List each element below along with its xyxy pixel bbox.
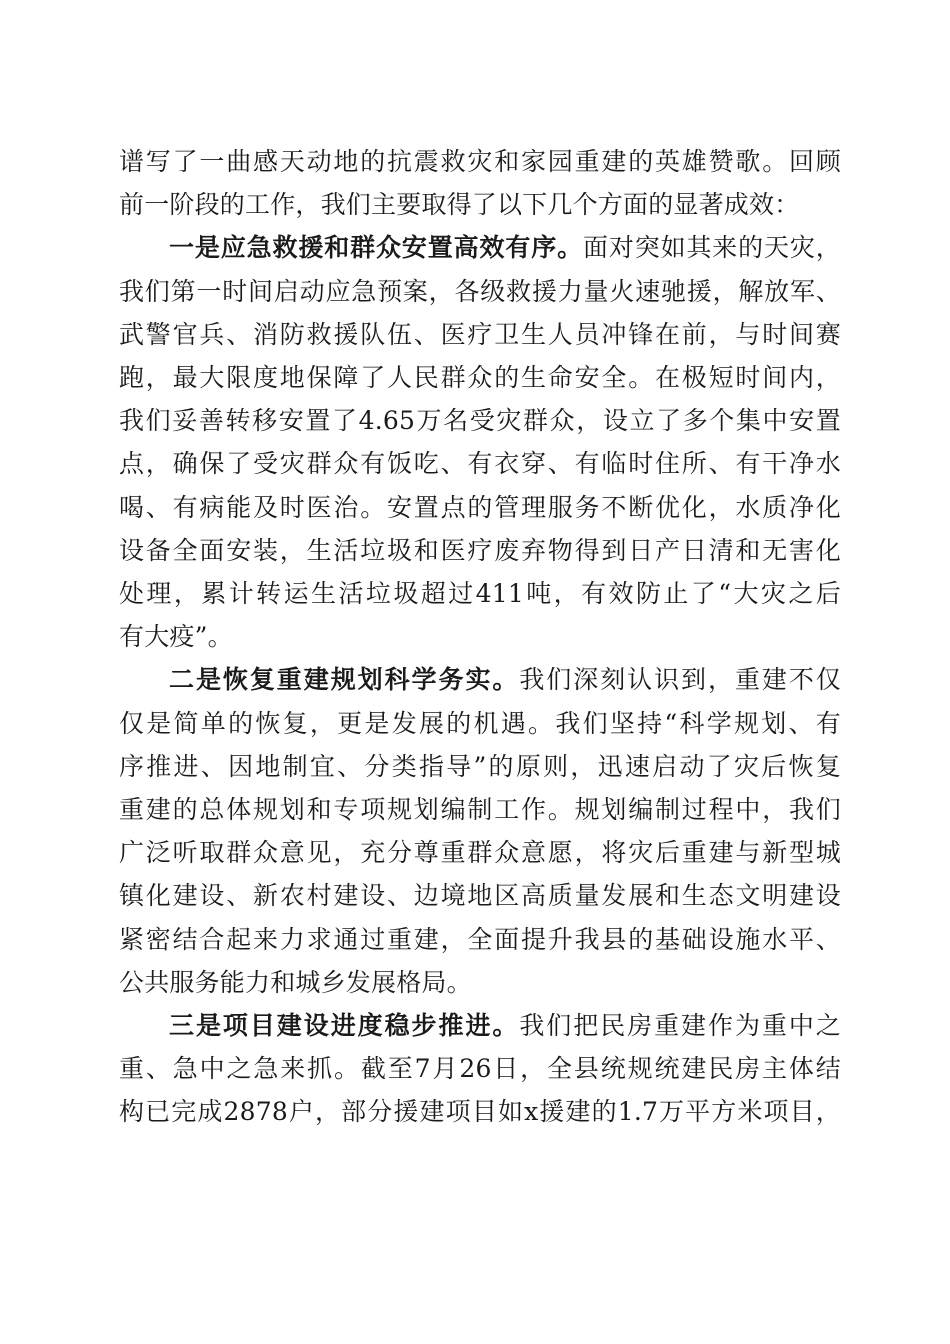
- text-line: 重、急中之急来抓。截至7月26日，全县统规统建民房主体结: [119, 1054, 841, 1084]
- text-line: 构已完成2878户，部分援建项目如x援建的1.7万平方米项目，: [119, 1097, 841, 1127]
- text-line: 重建的总体规划和专项规划编制工作。规划编制过程中，我们: [119, 795, 841, 825]
- text-line: 仅是简单的恢复，更是发展的机遇。我们坚持“科学规划、有: [119, 708, 841, 738]
- text-line: 点，确保了受灾群众有饭吃、有衣穿、有临时住所、有干净水: [119, 449, 841, 479]
- paragraph-reconstruction-planning: [119, 658, 841, 1004]
- text-line: 谱写了一曲感天动地的抗震救灾和家园重建的英雄赞歌。回顾: [119, 147, 841, 176]
- text-run: 面对突如其来的天灾，: [582, 233, 841, 263]
- text-line: 我们第一时间启动应急预案，各级救援力量火速驰援，解放军、: [119, 276, 841, 306]
- text-line: [119, 658, 841, 701]
- paragraph-lead: 三是项目建设进度稳步推进。: [169, 1011, 520, 1041]
- text-line: 公共服务能力和城乡发展格局。: [119, 967, 472, 997]
- text-line: 有大疫”。: [119, 622, 233, 652]
- paragraph-project-progress: [119, 1004, 841, 1134]
- text-line: 序推进、因地制宜、分类指导”的原则，迅速启动了灾后恢复: [119, 751, 841, 781]
- text-line: 喝、有病能及时医治。安置点的管理服务不断优化，水质净化: [119, 492, 841, 522]
- text-line: 处理，累计转运生活垃圾超过411吨，有效防止了“大灾之后: [119, 579, 841, 609]
- paragraph-emergency-rescue: [119, 226, 841, 658]
- text-line: 我们妥善转移安置了4.65万名受灾群众，设立了多个集中安置: [119, 406, 841, 436]
- paragraph-lead: 一是应急救援和群众安置高效有序。: [169, 233, 583, 263]
- text-line: 前一阶段的工作，我们主要取得了以下几个方面的显著成效：: [119, 190, 800, 220]
- text-line: 紧密结合起来力求通过重建，全面提升我县的基础设施水平、: [119, 924, 841, 954]
- text-line: 设备全面安装，生活垃圾和医疗废弃物得到日产日清和无害化: [119, 535, 841, 565]
- text-line: 跑，最大限度地保障了人民群众的生命安全。在极短时间内，: [119, 363, 841, 393]
- text-line: 镇化建设、新农村建设、边境地区高质量发展和生态文明建设: [119, 881, 841, 911]
- text-line: 广泛听取群众意见，充分尊重群众意愿，将灾后重建与新型城: [119, 838, 841, 868]
- text-line: 武警官兵、消防救援队伍、医疗卫生人员冲锋在前，与时间赛: [119, 319, 841, 349]
- paragraph-intro: [119, 140, 841, 226]
- text-run: 我们深刻认识到，重建不仅: [519, 665, 841, 695]
- text-line: [119, 226, 841, 269]
- document-body: [119, 140, 841, 1134]
- text-run: 我们把民房重建作为重中之: [519, 1011, 841, 1041]
- paragraph-lead: 二是恢复重建规划科学务实。: [169, 665, 520, 695]
- text-line: [119, 1004, 841, 1047]
